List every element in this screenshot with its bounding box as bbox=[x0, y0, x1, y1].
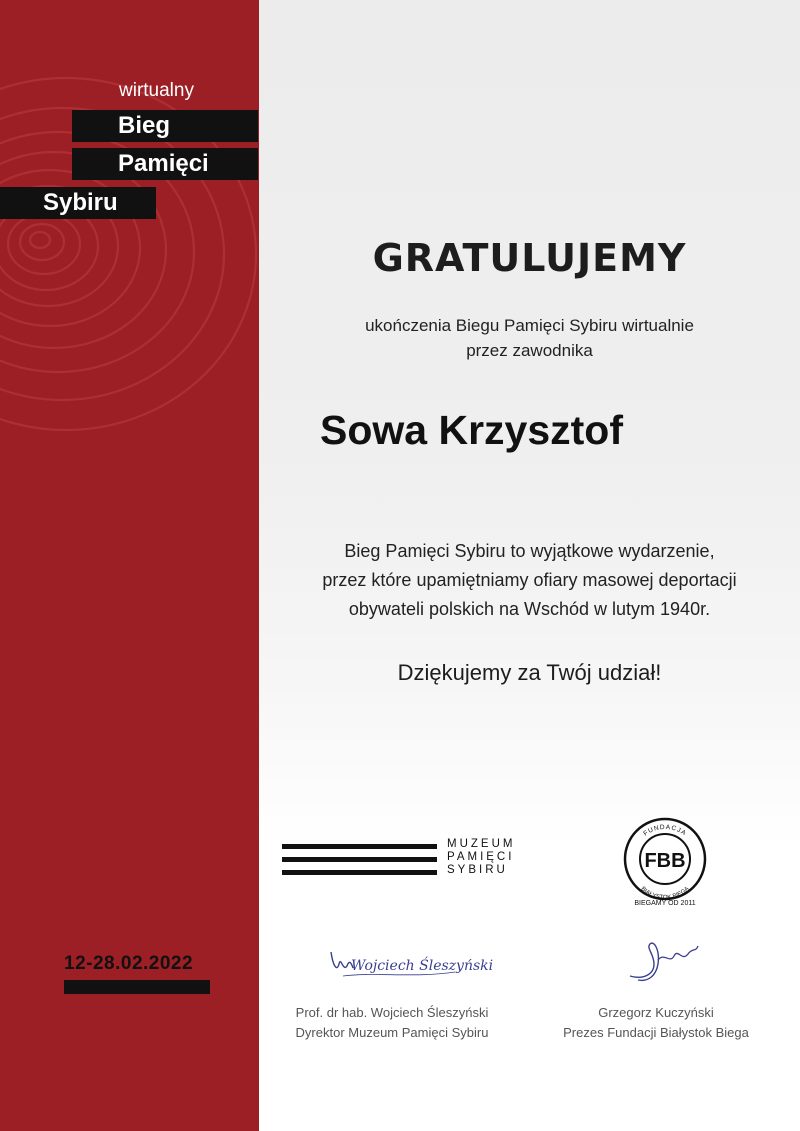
thanks-message: Dziękujemy za Twój udział! bbox=[397, 660, 662, 685]
event-date: 12-28.02.2022 bbox=[64, 953, 194, 974]
description-line-1: Bieg Pamięci Sybiru to wyjątkowe wydarzenie, bbox=[344, 541, 715, 561]
signer-kuczynski bbox=[540, 1003, 772, 1043]
museum-logo bbox=[282, 840, 532, 880]
museum-logo-stripe bbox=[282, 857, 437, 862]
museum-logo-stripe bbox=[282, 844, 437, 849]
brand-bieg: Bieg bbox=[72, 110, 258, 142]
event-description bbox=[259, 537, 800, 624]
museum-logo-line-3: SYBIRU bbox=[447, 864, 508, 876]
fbb-ring-top-text: FUNDACJA bbox=[642, 823, 688, 838]
signature-text: Wojciech Śleszyński bbox=[351, 958, 494, 974]
signature-kuczynski bbox=[624, 936, 704, 986]
museum-logo-stripe bbox=[282, 870, 437, 875]
subtitle-line-1: ukończenia Biegu Pamięci Sybiru wirtualnie bbox=[365, 316, 694, 335]
brand-wirtualny: wirtualny bbox=[119, 80, 194, 101]
fbb-ring-bottom-text: BIAŁYSTOK BIEGA bbox=[639, 886, 691, 902]
tree-rings-decoration bbox=[0, 40, 270, 460]
museum-logo-line-2: PAMIĘCI bbox=[447, 851, 515, 863]
brand-sybiru: Sybiru bbox=[0, 187, 156, 219]
signer-sleszynski bbox=[272, 1003, 512, 1043]
subtitle-line-2: przez zawodnika bbox=[466, 341, 593, 360]
museum-logo-line-1: MUZEUM bbox=[447, 838, 516, 850]
athlete-name: Sowa Krzysztof bbox=[320, 407, 623, 453]
description-line-2: przez które upamiętniamy ofiary masowej deportacji bbox=[322, 570, 737, 590]
signer-name: Prof. dr hab. Wojciech Śleszyński bbox=[295, 1005, 489, 1020]
signer-name: Grzegorz Kuczyński bbox=[598, 1005, 714, 1020]
certificate-title: GRATULUJEMY bbox=[372, 236, 687, 280]
brand-pamieci: Pamięci bbox=[72, 148, 258, 180]
signature-sleszynski bbox=[325, 942, 494, 986]
certificate-subtitle bbox=[259, 313, 800, 363]
date-underline-bar bbox=[64, 980, 210, 994]
description-line-3: obywateli polskich na Wschód w lutym 1940r. bbox=[348, 599, 711, 619]
fbb-tagline: BIEGAMY OD 2011 bbox=[634, 900, 696, 907]
fbb-mark: FBB bbox=[644, 850, 686, 872]
museum-logo-text bbox=[447, 838, 515, 877]
signer-role: Prezes Fundacji Białystok Biega bbox=[563, 1025, 749, 1040]
signer-role: Dyrektor Muzeum Pamięci Sybiru bbox=[295, 1025, 489, 1040]
fbb-logo bbox=[619, 815, 711, 907]
